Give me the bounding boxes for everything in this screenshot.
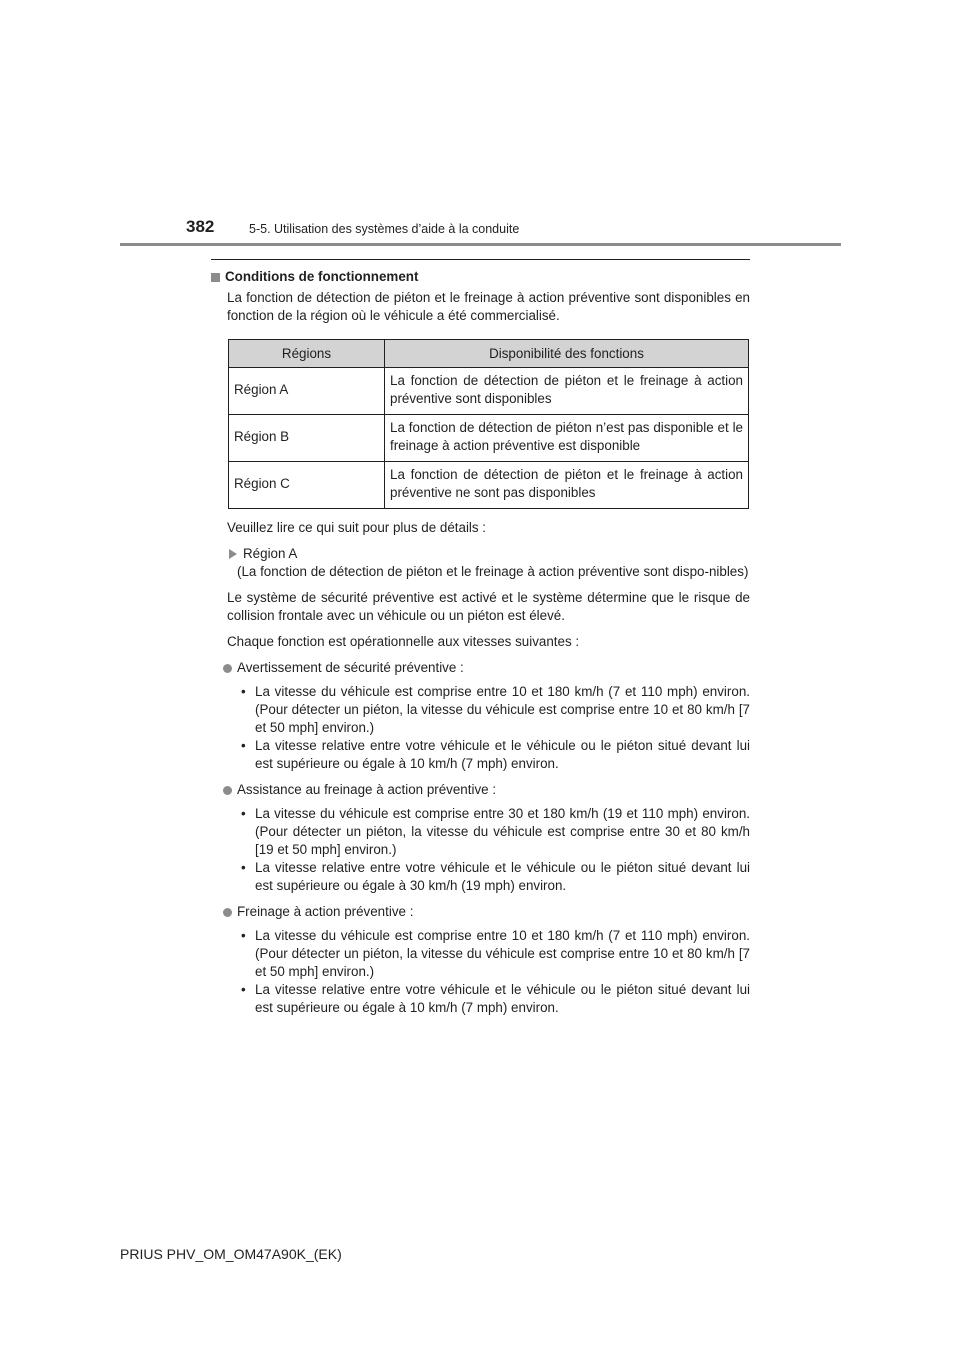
function-item: [223, 903, 750, 921]
function-item: [223, 659, 750, 677]
function-conditions: [241, 805, 750, 895]
activation-text: Le système de sécurité préventive est activé et le système détermine que le risque de collision frontale avec un véhicule ou un piéton est élevé.: [227, 590, 750, 623]
table-cell-region: Région B: [229, 415, 385, 462]
condition-text: La vitesse du véhicule est comprise entre 10 et 180 km/h (7 et 110 mph) environ. (Pour détecter un piéton, la vitesse du véhicule est comprise entre 10 et 80 km/h [7 et 50 mph] environ.): [255, 928, 750, 979]
function-name: Assistance au freinage à action préventive :: [237, 782, 497, 797]
details-intro: Veuillez lire ce qui suit pour plus de détails :: [227, 520, 487, 535]
condition-text: La vitesse du véhicule est comprise entre 30 et 180 km/h (19 et 110 mph) environ. (Pour détecter un piéton, la vitesse du véhicule est comprise entre 30 et 80 km/h [19 et 50 mph] environ.): [255, 806, 750, 857]
section-heading: [211, 268, 750, 286]
page-header: [0, 0, 960, 250]
circle-bullet-icon: [223, 908, 232, 917]
list-item: • La vitesse relative entre votre véhicule et le véhicule ou le piéton situé devant lui est supérieure ou égale à 30 km/h (19 mph) environ.: [241, 860, 750, 893]
region-a-label: Région A: [243, 546, 298, 561]
list-item: • La vitesse du véhicule est comprise entre 10 et 180 km/h (7 et 110 mph) environ. (Pour détecter un piéton, la vitesse du véhicule est comprise entre 10 et 80 km/h [7 et 50 mph] environ.): [241, 684, 750, 735]
list-item: • La vitesse relative entre votre véhicule et le véhicule ou le piéton situé devant lui est supérieure ou égale à 10 km/h (7 mph) environ.: [241, 982, 750, 1015]
condition-text: La vitesse du véhicule est comprise entre 10 et 180 km/h (7 et 110 mph) environ. (Pour détecter un piéton, la vitesse du véhicule est comprise entre 10 et 80 km/h [7 et 50 mph] environ.): [255, 684, 750, 735]
function-conditions: [241, 927, 750, 1017]
function-conditions: [241, 683, 750, 773]
function-name: Avertissement de sécurité préventive :: [237, 660, 464, 675]
section-heading-text: Conditions de fonctionnement: [225, 269, 419, 284]
function-name: Freinage à action préventive :: [237, 904, 414, 919]
table-row: [229, 462, 749, 509]
region-a-item: [229, 545, 750, 563]
function-item: [223, 781, 750, 799]
list-item: • La vitesse du véhicule est comprise entre 10 et 180 km/h (7 et 110 mph) environ. (Pour détecter un piéton, la vitesse du véhicule est comprise entre 10 et 80 km/h [7 et 50 mph] environ.): [241, 928, 750, 979]
table-header-row: [229, 340, 749, 368]
section-title: 5-5. Utilisation des systèmes d’aide à la conduite: [249, 222, 520, 236]
regions-table: [228, 339, 749, 509]
table-cell-availability: La fonction de détection de piéton et le freinage à action préventive sont disponibles: [385, 368, 749, 415]
condition-text: La vitesse relative entre votre véhicule et le véhicule ou le piéton situé devant lui est supérieure ou égale à 10 km/h (7 mph) environ.: [255, 982, 750, 1015]
table-cell-availability: La fonction de détection de piéton et le freinage à action préventive ne sont pas disponibles: [385, 462, 749, 509]
page-number: 382: [186, 217, 215, 236]
list-item: • La vitesse relative entre votre véhicule et le véhicule ou le piéton situé devant lui est supérieure ou égale à 10 km/h (7 mph) environ.: [241, 738, 750, 771]
list-item: • La vitesse du véhicule est comprise entre 30 et 180 km/h (19 et 110 mph) environ. (Pour détecter un piéton, la vitesse du véhicule est comprise entre 30 et 80 km/h [19 et 50 mph] environ.): [241, 806, 750, 857]
footer-doc-id: PRIUS PHV_OM_OM47A90K_(EK): [120, 1246, 342, 1262]
page-content: [211, 259, 750, 1017]
section-intro: La fonction de détection de piéton et le freinage à action préventive sont disponibles en fonction de la région où le véhicule a été commercialisé.: [227, 290, 750, 323]
header-divider: [120, 243, 841, 246]
table-row: [229, 368, 749, 415]
table-header-regions: Régions: [229, 340, 385, 368]
table-cell-region: Région A: [229, 368, 385, 415]
arrow-right-icon: [229, 549, 237, 559]
condition-text: La vitesse relative entre votre véhicule et le véhicule ou le piéton situé devant lui est supérieure ou égale à 10 km/h (7 mph) environ.: [255, 738, 750, 771]
speeds-intro: Chaque fonction est opérationnelle aux vitesses suivantes :: [227, 634, 580, 649]
table-cell-availability: La fonction de détection de piéton n’est pas disponible et le freinage à action préventive est disponible: [385, 415, 749, 462]
table-row: [229, 415, 749, 462]
circle-bullet-icon: [223, 786, 232, 795]
condition-text: La vitesse relative entre votre véhicule et le véhicule ou le piéton situé devant lui est supérieure ou égale à 30 km/h (19 mph) environ.: [255, 860, 750, 893]
table-header-availability: Disponibilité des fonctions: [385, 340, 749, 368]
circle-bullet-icon: [223, 664, 232, 673]
section-divider: [211, 259, 750, 260]
square-bullet-icon: [211, 273, 220, 282]
region-a-note: (La fonction de détection de piéton et le freinage à action préventive sont dispo-nibles): [237, 564, 749, 579]
table-cell-region: Région C: [229, 462, 385, 509]
